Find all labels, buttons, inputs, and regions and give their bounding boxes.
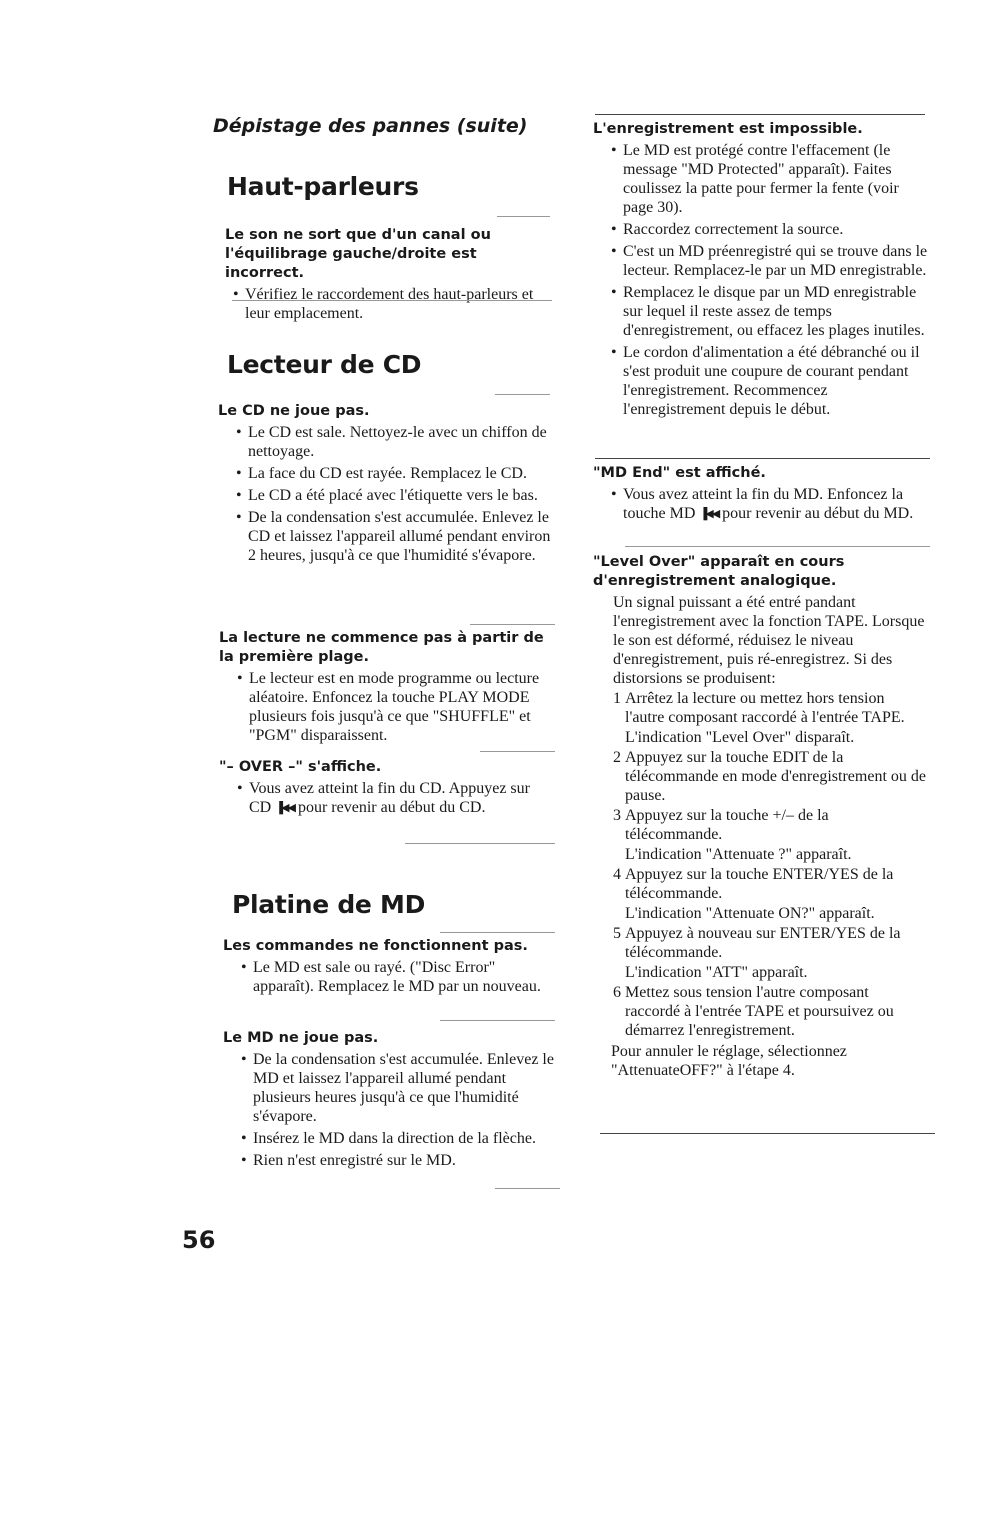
step-list: [613, 689, 927, 1040]
issue-title: Le CD ne joue pas.: [218, 403, 370, 419]
list-item: • Le CD est sale. Nettoyez-le avec un chiffon de nettoyage.: [236, 423, 554, 461]
divider: [480, 751, 555, 752]
issue-title: "– OVER –" s'affiche.: [219, 759, 382, 775]
issue-title: Le MD ne joue pas.: [223, 1030, 379, 1046]
issue-cd-not-playing: [218, 402, 554, 568]
list-item: • Raccordez correctement la source.: [611, 220, 933, 239]
divider: [405, 843, 555, 844]
divider: [495, 394, 550, 395]
step-text: Appuyez à nouveau sur ENTER/YES de la télécommande.: [625, 925, 901, 961]
issue-recording-impossible: [593, 120, 933, 422]
section-speakers: [213, 150, 563, 201]
list-item: • De la condensation s'est accumulée. Enlevez le MD et laissez l'appareil allumé pendant plusieurs heures jusqu'à ce que l'humidité s'évapore.: [241, 1050, 563, 1126]
list-item: • Remplacez le disque par un MD enregistrable sur lequel il reste assez de temps d'enregistrement, ou effacez les plages inutiles.: [611, 283, 933, 340]
issue-bullet-list: [241, 1050, 563, 1170]
step-note: L'indication "Attenuate ON?" apparaît.: [625, 905, 875, 922]
issue-title: La lecture ne commence pas à partir de la première plage.: [219, 630, 544, 665]
skip-back-icon: ▐◀◀: [275, 802, 294, 814]
list-item: [237, 779, 555, 818]
list-item: • De la condensation s'est accumulée. Enlevez le CD et laissez l'appareil allumé pendant environ 2 heures, jusqu'à ce que l'humidité s'évapore.: [236, 508, 554, 565]
issue-md-not-playing: [223, 1029, 563, 1173]
text: pour revenir au début du MD.: [722, 505, 914, 522]
divider: [600, 1133, 935, 1134]
step-item: [613, 748, 927, 805]
step-text: Arrêtez la lecture ou mettez hors tension l'autre composant raccordé à l'entrée TAPE.: [625, 690, 905, 726]
list-item: • Vérifiez le raccordement des haut-parleurs et leur emplacement.: [233, 285, 560, 323]
step-item: [613, 806, 927, 864]
section-title-cd: Lecteur de CD: [227, 350, 422, 379]
running-header: Dépistage des pannes (suite): [213, 115, 528, 137]
issue-title: "Level Over" apparaît en cours d'enregistrement analogique.: [593, 554, 845, 589]
issue-bullet-list: [233, 285, 560, 323]
issue-body: [613, 593, 927, 1080]
text: Vous avez atteint la fin du CD. Appuyez sur CD: [249, 780, 530, 816]
divider: [595, 458, 930, 459]
issue-bullet-list: [241, 958, 559, 996]
issue-level-over: [593, 553, 933, 1080]
issue-bullet-list: [611, 141, 933, 419]
issue-title: L'enregistrement est impossible.: [593, 121, 863, 137]
list-item: • Rien n'est enregistré sur le MD.: [241, 1151, 563, 1170]
divider: [232, 300, 552, 301]
section-title-md: Platine de MD: [232, 890, 426, 919]
divider: [497, 216, 550, 217]
step-number: 5: [613, 925, 621, 942]
step-number: 6: [613, 984, 621, 1001]
list-item: [611, 485, 933, 524]
outro-text: Pour annuler le réglage, sélectionnez "AttenuateOFF?" à l'étape 4.: [611, 1043, 847, 1079]
issue-bullet-list: [611, 485, 933, 524]
intro-text: Un signal puissant a été entré pandant l'enregistrement avec la fonction TAPE. Lorsque le son est déformé, réduisez le niveau d'enregistrement, puis ré-enregistrez. Si des distorsions se produisent:: [613, 594, 925, 687]
step-number: 3: [613, 807, 621, 824]
divider: [625, 546, 930, 547]
step-text: Appuyez sur la touche EDIT de la télécommande en mode d'enregistrement ou de pause.: [625, 749, 926, 804]
step-text: Appuyez sur la touche ENTER/YES de la télécommande.: [625, 866, 894, 902]
section-title-speakers: Haut-parleurs: [227, 172, 419, 201]
issue-md-end: [593, 464, 933, 527]
divider: [440, 932, 555, 933]
issue-speaker-balance: [225, 226, 560, 326]
step-text: Mettez sous tension l'autre composant raccordé à l'entrée TAPE et poursuivez ou démarrez l'enregistrement.: [625, 984, 894, 1039]
issue-title: Le son ne sort que d'un canal ou l'équilibrage gauche/droite est incorrect.: [225, 227, 491, 281]
skip-back-icon: ▐◀◀: [699, 508, 719, 520]
step-item: [613, 689, 927, 747]
list-item: • Le lecteur est en mode programme ou lecture aléatoire. Enfoncez la touche PLAY MODE plusieurs fois jusqu'à ce que "SHUFFLE" et "PGM" disparaissent.: [237, 669, 555, 745]
step-note: L'indication "Attenuate ?" apparaît.: [625, 846, 852, 863]
list-item: • Le MD est sale ou rayé. ("Disc Error" apparaît). Remplacez le MD par un nouveau.: [241, 958, 559, 996]
list-item: • Le CD a été placé avec l'étiquette vers le bas.: [236, 486, 554, 505]
divider: [440, 1020, 555, 1021]
step-note: L'indication "Level Over" disparaît.: [625, 729, 855, 746]
step-number: 2: [613, 749, 621, 766]
list-item: • Insérez le MD dans la direction de la flèche.: [241, 1129, 563, 1148]
issue-bullet-list: [236, 423, 554, 565]
issue-md-controls: [223, 937, 559, 999]
text: Vous avez atteint la fin du MD. Enfoncez la touche MD: [623, 486, 904, 522]
step-note: L'indication "ATT" apparaît.: [625, 964, 808, 981]
divider: [470, 624, 555, 625]
issue-cd-first-track: [219, 629, 555, 748]
issue-title: Les commandes ne fonctionnent pas.: [223, 938, 528, 954]
step-item: [613, 924, 927, 982]
issue-bullet-list: [237, 779, 555, 818]
step-item: [613, 865, 927, 923]
step-number: 1: [613, 690, 621, 707]
issue-bullet-list: [237, 669, 555, 745]
step-text: Appuyez sur la touche +/– de la télécommande.: [625, 807, 829, 843]
issue-title: "MD End" est affiché.: [593, 465, 766, 481]
list-item: • La face du CD est rayée. Remplacez le CD.: [236, 464, 554, 483]
list-item: • C'est un MD préenregistré qui se trouve dans le lecteur. Remplacez-le par un MD enregistrable.: [611, 242, 933, 280]
divider: [495, 1188, 560, 1189]
step-number: 4: [613, 866, 621, 883]
text: pour revenir au début du CD.: [297, 799, 486, 816]
divider: [595, 114, 925, 115]
step-item: [613, 983, 927, 1040]
list-item: • Le cordon d'alimentation a été débranché ou il s'est produit une coupure de courant pendant l'enregistrement. Recommencez l'enregistrement depuis le début.: [611, 343, 933, 419]
list-item: • Le MD est protégé contre l'effacement (le message "MD Protected" apparaît). Faites coulissez la patte pour fermer la fente (voir page 30).: [611, 141, 933, 217]
issue-cd-over: [219, 758, 555, 821]
page-number: 56: [182, 1226, 216, 1254]
